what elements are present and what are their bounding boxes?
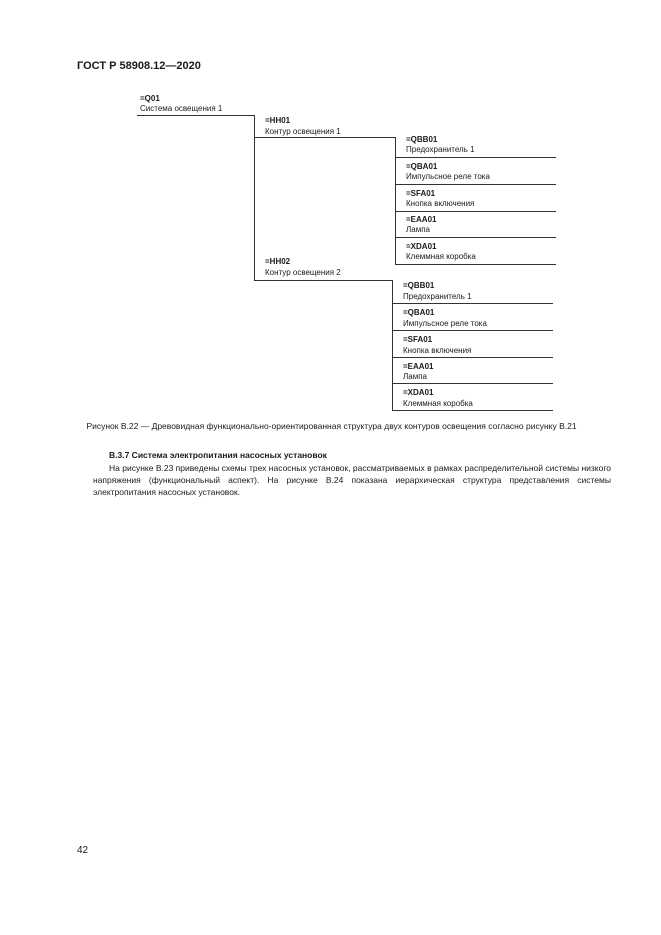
- c1-item-3-code: =SFA01: [406, 189, 436, 198]
- c2-item-3-underline: [392, 357, 553, 358]
- c1-item-3-underline: [395, 211, 556, 212]
- c2-item-1-name: Предохранитель 1: [403, 292, 472, 301]
- c2-item-2-code: =QBA01: [403, 308, 435, 317]
- c2-item-1-code: =QBB01: [403, 281, 435, 290]
- circuit-1-underline: [254, 137, 396, 138]
- c1-item-5-code: =XDA01: [406, 242, 437, 251]
- root-trunk: [254, 115, 255, 281]
- c2-item-1-underline: [392, 303, 553, 304]
- c1-item-2-code: =QBA01: [406, 162, 438, 171]
- c1-item-4-code: =EAA01: [406, 215, 437, 224]
- circuit-2-trunk: [392, 280, 393, 410]
- c1-item-5-underline: [395, 264, 556, 265]
- c1-item-2-underline: [395, 184, 556, 185]
- c2-item-5-underline: [392, 410, 553, 411]
- c2-item-5-name: Клеммная коробка: [403, 399, 473, 408]
- c1-item-1-code: =QBB01: [406, 135, 438, 144]
- c2-item-2-name: Импульсное реле тока: [403, 319, 487, 328]
- c1-item-4-underline: [395, 237, 556, 238]
- root-name: Система освещения 1: [140, 104, 223, 113]
- circuit-2-code: =HH02: [265, 257, 291, 266]
- page-number: 42: [77, 845, 89, 856]
- c2-item-4-name: Лампа: [403, 372, 427, 381]
- root-underline: [137, 115, 255, 116]
- c1-item-4-name: Лампа: [406, 225, 430, 234]
- document-header: ГОСТ Р 58908.12—2020: [77, 60, 201, 72]
- c1-item-5-name: Клеммная коробка: [406, 252, 476, 261]
- circuit-1-code: =HH01: [265, 116, 291, 125]
- section-heading: В.3.7 Система электропитания насосных установок: [109, 450, 327, 460]
- c2-item-2-underline: [392, 330, 553, 331]
- root-code: =Q01: [140, 94, 160, 103]
- c2-item-4-code: =EAA01: [403, 362, 434, 371]
- c2-item-5-code: =XDA01: [403, 388, 434, 397]
- c1-item-2-name: Импульсное реле тока: [406, 172, 490, 181]
- circuit-2-name: Контур освещения 2: [265, 268, 341, 277]
- c1-item-1-name: Предохранитель 1: [406, 145, 475, 154]
- figure-caption: Рисунок В.22 — Древовидная функционально-ориентированная структура двух контуров освещения согласно рисунку В.21: [86, 421, 577, 431]
- c1-item-3-name: Кнопка включения: [406, 199, 475, 208]
- circuit-2-underline: [254, 280, 393, 281]
- c2-item-4-underline: [392, 383, 553, 384]
- c1-item-1-underline: [395, 157, 556, 158]
- c2-item-3-name: Кнопка включения: [403, 346, 472, 355]
- section-paragraph: На рисунке В.23 приведены схемы трех насосных установок, рассматриваемых в рамках распределительной системы низкого напряжения (функциональный аспект). На рисунке В.24 показана иерархическая структура представления системы электропитания насосных установок.: [93, 463, 611, 497]
- circuit-1-name: Контур освещения 1: [265, 127, 341, 136]
- c2-item-3-code: =SFA01: [403, 335, 433, 344]
